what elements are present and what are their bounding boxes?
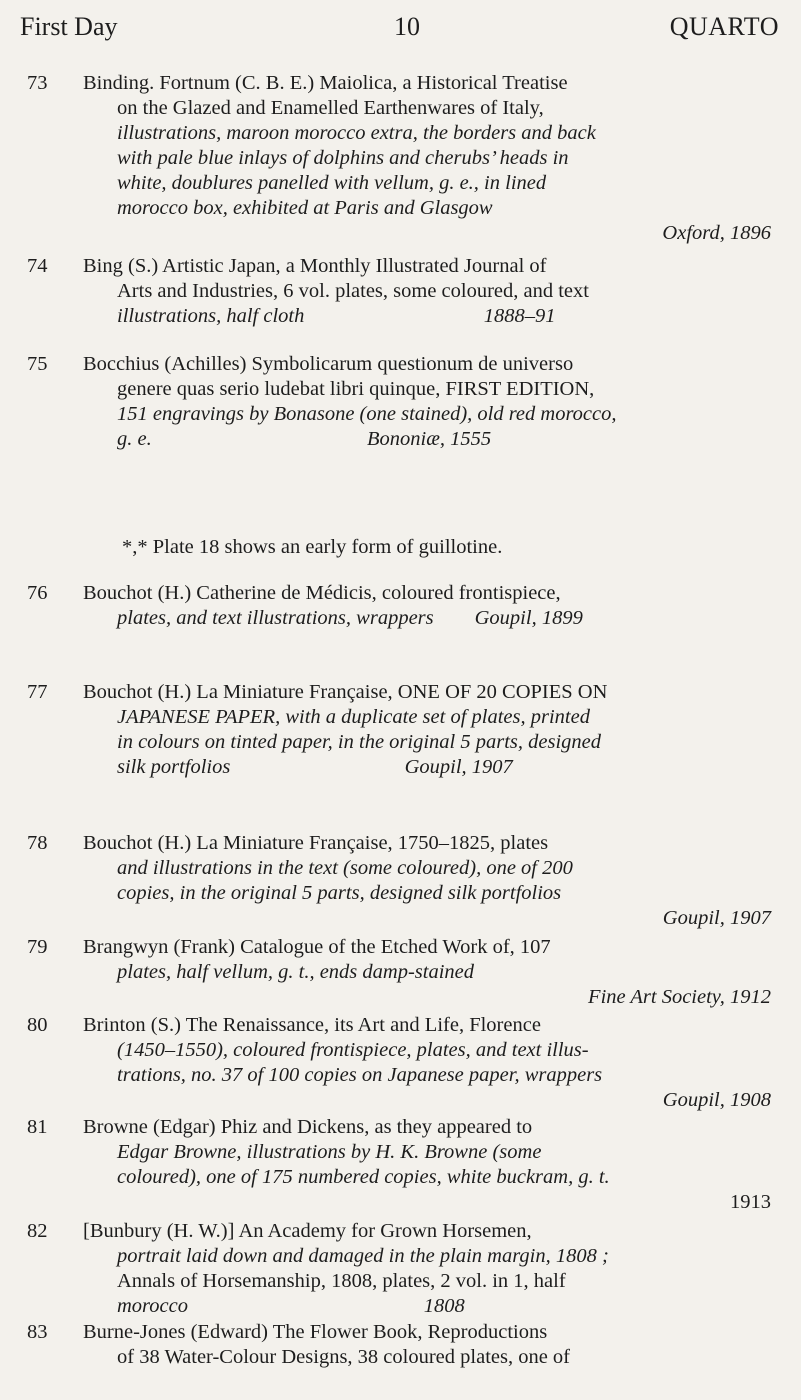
entry-imprint: Goupil, 1908 <box>662 1089 771 1111</box>
entry-line: plates, half vellum, g. t., ends damp-stained <box>117 961 474 983</box>
entry-line: [Bunbury (H. W.)] An Academy for Grown Horsemen, <box>83 1220 532 1242</box>
lot-number: 79 <box>27 936 48 958</box>
entry-line: white, doublures panelled with vellum, g. e., in lined <box>117 172 547 194</box>
entry-line: Brangwyn (Frank) Catalogue of the Etched Work of, 107 <box>83 936 551 958</box>
entry-text <box>83 935 771 1010</box>
entry-text <box>83 1219 771 1319</box>
entry-line: morocco box, exhibited at Paris and Glasgow <box>117 197 493 219</box>
entry-line: Bocchius (Achilles) Symbolicarum questionum de universo <box>83 353 574 375</box>
entry-text <box>83 1013 771 1113</box>
entry-line: in colours on tinted paper, in the original 5 parts, designed <box>117 731 602 753</box>
entry-text <box>83 1320 771 1370</box>
entry-text <box>83 581 771 631</box>
entry-line: illustrations, maroon morocco extra, the borders and back <box>117 122 596 144</box>
entry-text <box>83 831 771 931</box>
entry-line: JAPANESE PAPER, with a duplicate set of plates, printed <box>117 706 590 728</box>
lot-number: 77 <box>27 681 48 703</box>
lot-number: 81 <box>27 1116 48 1138</box>
entry-line: copies, in the original 5 parts, designed silk portfolios <box>117 882 562 904</box>
lot-number: 83 <box>27 1321 48 1343</box>
entry-imprint: illustrations, half cloth 1888–91 <box>117 305 556 327</box>
header-section: QUARTO <box>669 12 779 41</box>
lot-number: 78 <box>27 832 48 854</box>
entry-imprint: g. e. Bononiæ, 1555 <box>117 428 492 450</box>
entry-line: (1450–1550), coloured frontispiece, plates, and text illus- <box>117 1039 589 1061</box>
entry-line: with pale blue inlays of dolphins and cherubs’ heads in <box>117 147 569 169</box>
entry-line: and illustrations in the text (some coloured), one of 200 <box>117 857 573 879</box>
entry-line: Binding. Fortnum (C. B. E.) Maiolica, a Historical Treatise <box>83 72 568 94</box>
header-day: First Day <box>20 12 118 41</box>
entry-line: Brinton (S.) The Renaissance, its Art and Life, Florence <box>83 1014 541 1036</box>
plate-note: *,* Plate 18 shows an early form of guillotine. <box>122 536 503 558</box>
entry-imprint: plates, and text illustrations, wrappers Goupil, 1899 <box>117 607 583 629</box>
entry-line: portrait laid down and damaged in the plain margin, 1808 ; <box>117 1245 609 1267</box>
entry-line: trations, no. 37 of 100 copies on Japanese paper, wrappers <box>117 1064 603 1086</box>
entry-line: Annals of Horsemanship, 1808, plates, 2 vol. in 1, half <box>117 1270 566 1292</box>
entry-imprint: silk portfolios Goupil, 1907 <box>117 756 513 778</box>
lot-number: 80 <box>27 1014 48 1036</box>
entry-line: Burne-Jones (Edward) The Flower Book, Reproductions <box>83 1321 548 1343</box>
running-header <box>20 12 779 52</box>
entry-line: 151 engravings by Bonasone (one stained), old red morocco, <box>117 403 617 425</box>
entry-imprint: Goupil, 1907 <box>662 907 771 929</box>
entry-text <box>83 254 771 329</box>
entry-line: Browne (Edgar) Phiz and Dickens, as they appeared to <box>83 1116 533 1138</box>
lot-number: 74 <box>27 255 48 277</box>
entry-text <box>83 680 771 780</box>
entry-imprint: Oxford, 1896 <box>662 222 771 244</box>
entry-imprint: 1913 <box>730 1191 771 1213</box>
entry-text <box>83 352 771 452</box>
entry-line: genere quas serio ludebat libri quinque, FIRST EDITION, <box>117 378 595 400</box>
lot-number: 76 <box>27 582 48 604</box>
entry-line: Arts and Industries, 6 vol. plates, some coloured, and text <box>117 280 589 302</box>
page-number: 10 <box>394 12 420 41</box>
entry-line: Bing (S.) Artistic Japan, a Monthly Illustrated Journal of <box>83 255 547 277</box>
entry-line: of 38 Water-Colour Designs, 38 coloured plates, one of <box>117 1346 571 1368</box>
lot-number: 82 <box>27 1220 48 1242</box>
entry-imprint: Fine Art Society, 1912 <box>588 986 771 1008</box>
entry-line: coloured), one of 175 numbered copies, white buckram, g. t. <box>117 1166 610 1188</box>
entry-line: Bouchot (H.) La Miniature Française, 1750–1825, plates <box>83 832 549 854</box>
entry-imprint: morocco 1808 <box>117 1295 465 1317</box>
lot-number: 73 <box>27 72 48 94</box>
entry-line: Bouchot (H.) La Miniature Française, ONE OF 20 COPIES ON <box>83 681 608 703</box>
lot-number: 75 <box>27 353 48 375</box>
entry-line: Bouchot (H.) Catherine de Médicis, coloured frontispiece, <box>83 582 561 604</box>
entry-text <box>83 71 771 246</box>
entry-line: on the Glazed and Enamelled Earthenwares of Italy, <box>117 97 544 119</box>
entry-line: Edgar Browne, illustrations by H. K. Browne (some <box>117 1141 542 1163</box>
entry-text <box>83 1115 771 1215</box>
